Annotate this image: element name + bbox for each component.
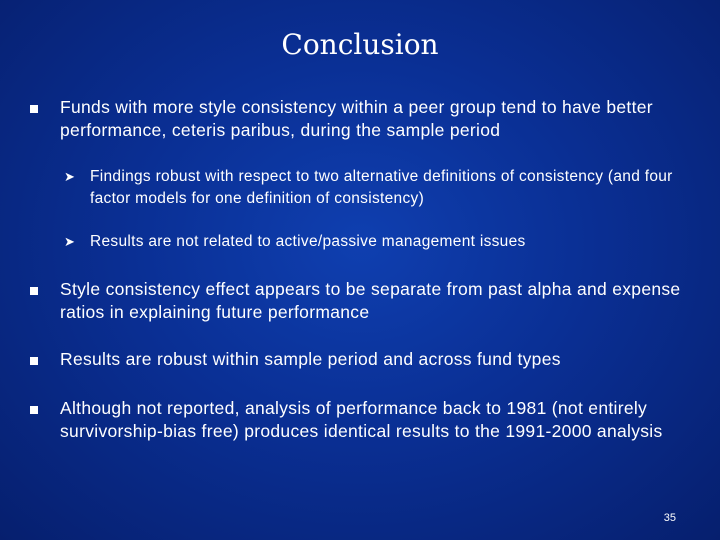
- bullet-item: [30, 348, 690, 371]
- bullet-text: Style consistency effect appears to be separate from past alpha and expense ratios in explaining future performance: [60, 279, 681, 322]
- sub-bullet-text: Results are not related to active/passive management issues: [90, 233, 526, 250]
- bullet-item: [30, 278, 690, 324]
- square-bullet-icon: [30, 406, 38, 414]
- square-bullet-icon: [30, 287, 38, 295]
- sub-bullet-text: Findings robust with respect to two alternative definitions of consistency (and four factor models for one definition of consistency): [90, 168, 673, 207]
- bullet-text: Results are robust within sample period and across fund types: [60, 349, 561, 369]
- sub-bullet-item: [64, 166, 704, 210]
- sub-bullet-item: [64, 231, 704, 253]
- arrow-bullet-icon: ➤: [64, 234, 75, 249]
- arrow-bullet-icon: ➤: [64, 169, 75, 184]
- square-bullet-icon: [30, 105, 38, 113]
- bullet-item: [30, 96, 690, 142]
- bullet-item: [30, 397, 690, 443]
- bullet-text: Although not reported, analysis of performance back to 1981 (not entirely survivorship-bias free) produces identical results to the 1991-2000 analysis: [60, 398, 663, 441]
- slide-title: Conclusion: [281, 28, 439, 61]
- page-number: 35: [663, 512, 676, 524]
- bullet-text: Funds with more style consistency within a peer group tend to have better performance, ceteris paribus, during the sample period: [60, 97, 653, 140]
- square-bullet-icon: [30, 357, 38, 365]
